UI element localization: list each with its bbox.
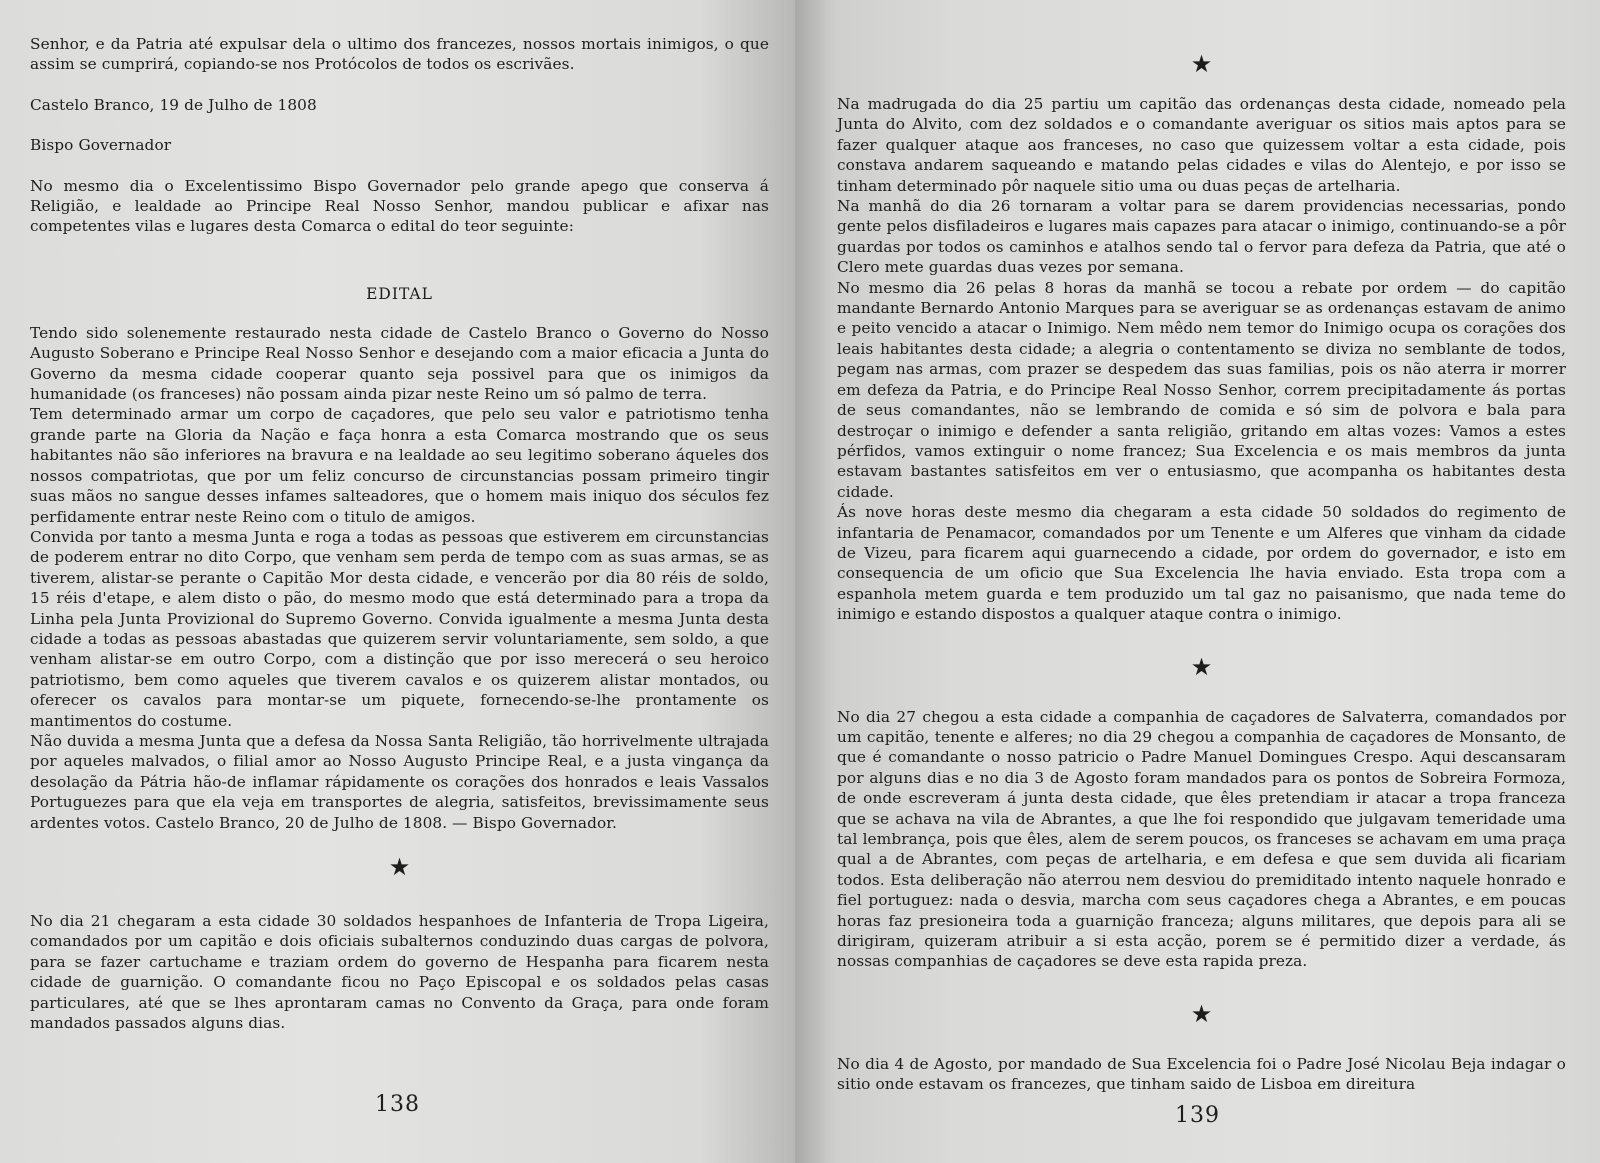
page-number: 139 xyxy=(1175,1103,1220,1128)
dateline: Castelo Branco, 19 de Julho de 1808 xyxy=(30,95,317,114)
section-star-icon: ★ xyxy=(1190,50,1213,78)
paragraph: No dia 27 chegou a esta cidade a companhia de caçadores de Salvaterra, comandados por um capitão, tenente e alferes; no dia 29 chegou a companhia de caçadores de Monsanto, de que é comandante o nosso patricio o Padre Manuel Domingues Crespo. Aqui descansaram por alguns dias e no dia 3 de Agosto foram mandados para os pontos de Sobreira Formoza, de onde escreveram á junta desta cidade, que êles pretendiam ir atacar a tropa franceza que se achava na vila de Abrantes, a que lhe foi respondido que julgavam temeridade uma tal lembrança, pois que êles, alem de serem poucos, os franceses se achavam em uma praça qual a de Abrantes, com peças de artelharia, e em defesa e que sem duvida ali ficariam todos. Esta deliberação não aterrou nem desviou do premiditado intento naquele honrado e fiel portuguez: nada o desvia, marcha com seus caçadores chega a Abrantes, e em poucas horas faz presioneira toda a guarnição franceza; alguns militares, que depois para ali se dirigiram, quizeram atribuir a si esta acção, porem se é permitido dizer a verdade, ás nossas companhias de caçadores se deve esta rapida preza. xyxy=(837,707,1566,971)
section-star-icon: ★ xyxy=(388,853,411,881)
paragraph: Na manhã do dia 26 tornaram a voltar para se darem providencias necessarias, pondo gente pelos disfiladeiros e lugares mais capazes para atacar o inimigo, continuando-se a pôr guardas por todos os caminhos e atalhos sendo tal o fervor para defeza da Patria, que até o Clero mete guardas duas vezes por semana. xyxy=(837,197,1566,277)
left-page xyxy=(0,0,795,1163)
paragraph: Ás nove horas deste mesmo dia chegaram a esta cidade 50 soldados do regimento de infantaria de Penamacor, comandados por um Tenente e um Alferes que vinham da cidade de Vizeu, para ficarem aqui guarnecendo a cidade, por ordem do governador, e isto em consequencia de um oficio que Sua Excelencia lhe havia enviado. Esta tropa com a espanhola metem guarda e tem produzido um tal gaz no paisanismo, que nada teme do inimigo e estando dispostos a qualquer ataque contra o inimigo. xyxy=(837,503,1566,624)
left-page-text xyxy=(30,34,769,1033)
signature-line: Bispo Governador xyxy=(30,136,172,155)
edital-paragraph: Tendo sido solenemente restaurado nesta cidade de Castelo Branco o Governo do Nosso Augusto Soberano e Principe Real Nosso Senhor e desejando com a maior eficacia a Junta do Governo da mesma cidade cooperar quanto seja possivel para que os inimigos da humanidade (os franceses) não possam ainda pizar neste Reino um só palmo de terra. xyxy=(30,323,769,404)
right-page xyxy=(795,0,1600,1163)
section-star-icon: ★ xyxy=(1190,999,1213,1028)
section-star-icon: ★ xyxy=(1190,652,1213,681)
paragraph: No mesmo dia 26 pelas 8 horas da manhã se tocou a rebate por ordem — do capitão mandante Bernardo Antonio Marques para se averiguar se as ordenanças estavam de animo e peito vencido a atacar o Inimigo. Nem mêdo nem temor do Inimigo ocupa os corações dos leais habitantes desta cidade; a alegria o contentamento se diviza no semblante de todos, pegam nas armas, com prazer se despedem das suas familias, pois os não aterra ir morrer em defeza da Patria, e do Principe Real Nosso Senhor, correm precipitadamente ás portas de seus comandantes, não se lembrando de comida e só sim de polvora e bala para destroçar o inimigo e defender a santa religião, gritando em altas vozes: Vamos a estes pérfidos, vamos extinguir o nome francez; Sua Excelencia e os mais membros da junta estavam bastantes satisfeitos em ver o entusiasmo, que acompanha os habitantes desta cidade. xyxy=(837,278,1566,501)
edital-paragraph: Convida por tanto a mesma Junta e roga a todas as pessoas que estiverem em circunstancias de poderem entrar no dito Corpo, que venham sem perda de tempo com as suas armas, se as tiverem, alistar-se perante o Capitão Mor desta cidade, e vencerão por dia 80 réis de soldo, 15 réis d'etape, e alem disto o pão, do mesmo modo que está determinado para a tropa da Linha pela Junta Provizional do Supremo Governo. Convida igualmente a mesma Junta desta cidade a todas as pessoas abastadas que quizerem servir voluntariamente, sem soldo, a que venham alistar-se em outro Corpo, com a distinção que por isso merecerá o seu heroico patriotismo, bem como aqueles que tiverem cavalos e os quizerem alistar montados, ou oferecer os cavalos para montar-se um piquete, fornecendo-se-lhe prontamente os mantimentos do costume. xyxy=(30,527,769,730)
edital-paragraph: Não duvida a mesma Junta que a defesa da Nossa Santa Religião, tão horrivelmente ultrajada por aqueles malvados, o filial amor ao Nosso Augusto Principe Real, e a justa vingança da desolação da Pátria hão-de inflamar rápidamente os corações dos honrados e leais Vassalos Portuguezes para que ela veja em transportes de alegria, satisfeitos, brevissimamente seus ardentes votos. Castelo Branco, 20 de Julho de 1808. — Bispo Governador. xyxy=(30,731,769,832)
edital-heading: EDITAL xyxy=(366,284,433,303)
paragraph: Na madrugada do dia 25 partiu um capitão das ordenanças desta cidade, nomeado pela Junta do Alvito, com dez soldados e o comandante averiguar os sitios mais aptos para se fazer qualquer ataque aos franceses, no caso que quizessem voltar a esta cidade, pois constava andarem saqueando e matando pelas cidades e vilas do Alentejo, e por isso se tinham determinado pôr naquele sitio uma ou duas peças de artelharia. xyxy=(837,95,1566,195)
edital-paragraph: Tem determinado armar um corpo de caçadores, que pelo seu valor e patriotismo tenha grande parte na Gloria da Nação e faça honra a esta Comarca mostrando que os seus habitantes não são inferiores na bravura e na lealdade ao seu legitimo soberano áqueles dos nossos compatriotas, que por um feliz concurso de circunstancias possam primeiro tingir suas mãos no sangue desses infames salteadores, que o homem mais iniquo dos séculos fez perfidamente entrar neste Reino com o titulo de amigos. xyxy=(30,405,769,526)
paragraph: No mesmo dia o Excelentissimo Bispo Governador pelo grande apego que conserva á Religião, e lealdade ao Principe Real Nosso Senhor, mandou publicar e afixar nas competentes vilas e lugares desta Comarca o edital do teor seguinte: xyxy=(30,176,769,236)
paragraph: No dia 4 de Agosto, por mandado de Sua Excelencia foi o Padre José Nicolau Beja indagar o sitio onde estavam os francezes, que tinham saido de Lisboa em direitura xyxy=(837,1054,1566,1094)
paragraph: No dia 21 chegaram a esta cidade 30 soldados hespanhoes de Infanteria de Tropa Ligeira, comandados por um capitão e dois oficiais subalternos conduzindo duas cargas de polvora, para se fazer cartuchame e traziam ordem do governo de Hespanha para ficarem nesta cidade de guarnição. O comandante ficou no Paço Episcopal e os soldados pelas casas particulares, até que se lhes aprontaram camas no Convento da Graça, para onde foram mandados passados alguns dias. xyxy=(30,912,769,1033)
paragraph: Senhor, e da Patria até expulsar dela o ultimo dos francezes, nossos mortais inimigos, o que assim se cumprirá, copiando-se nos Protócolos de todos os escrivães. xyxy=(30,35,769,74)
page-number: 138 xyxy=(375,1092,420,1117)
right-page-text xyxy=(837,52,1566,1095)
